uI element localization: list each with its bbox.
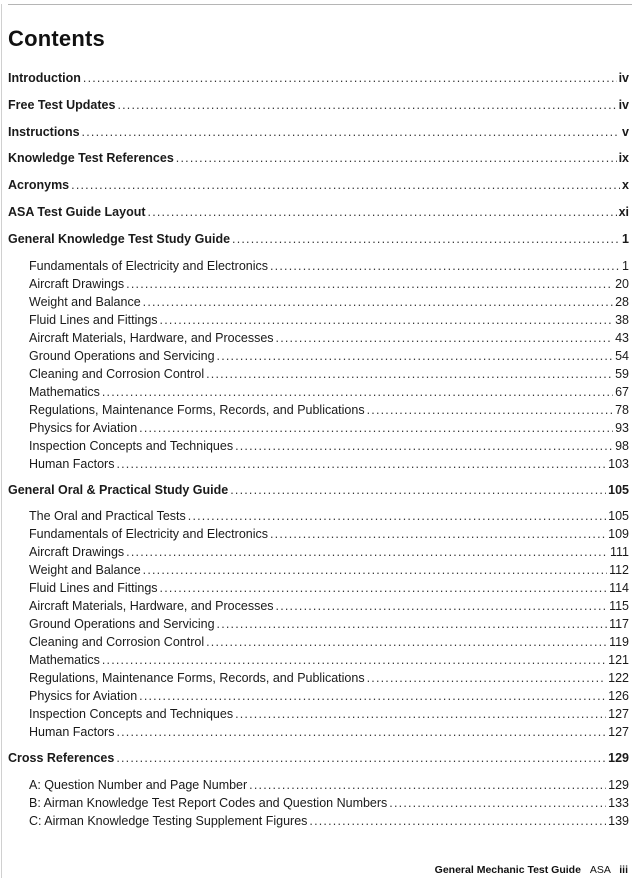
toc-section-entry[interactable] (8, 203, 629, 230)
dot-leader (71, 176, 620, 194)
toc-entry-title: Introduction (8, 71, 81, 85)
dot-leader (82, 123, 621, 141)
toc-entry-page-number: 67 (615, 384, 629, 399)
toc-entry-page-number: 115 (609, 599, 629, 614)
toc-entry-title: Regulations, Maintenance Forms, Records, and Publications (29, 671, 365, 686)
toc-subsection-entry[interactable] (8, 329, 629, 347)
toc-entry-page-number: ix (618, 151, 629, 166)
dot-leader (276, 597, 608, 615)
toc-entry-title: A: Question Number and Page Number (29, 778, 248, 793)
dot-leader (367, 401, 614, 419)
toc-subsection-entry[interactable] (8, 705, 629, 723)
toc-entry-page-number: 111 (609, 545, 629, 560)
toc-entry-title: Fundamentals of Electricity and Electronics (29, 527, 268, 542)
toc-entry-page-number: 54 (615, 348, 629, 363)
toc-entry-title: Mathematics (29, 384, 100, 399)
toc-entry-page-number: 114 (609, 581, 629, 596)
toc-subsection-entry[interactable] (8, 347, 629, 365)
toc-subsection-entry[interactable] (8, 543, 629, 561)
dot-leader (102, 383, 613, 401)
toc-subsection-entry[interactable] (8, 687, 629, 705)
toc-section-entry[interactable] (8, 149, 629, 176)
dot-leader (102, 651, 606, 669)
toc-entry-title: Fluid Lines and Fittings (29, 581, 158, 596)
dot-leader (143, 561, 607, 579)
toc-entry-title: Aircraft Materials, Hardware, and Processes (29, 330, 274, 345)
dot-leader (139, 419, 613, 437)
dot-leader (126, 543, 608, 561)
toc-section-entry[interactable] (8, 69, 629, 96)
toc-entry-page-number: x (622, 178, 629, 193)
toc-subsection-entry[interactable] (8, 293, 629, 311)
footer-book-title: General Mechanic Test Guide (434, 864, 581, 876)
toc-subsection-entry[interactable] (8, 525, 629, 543)
page-footer (435, 864, 628, 876)
dot-leader (367, 669, 607, 687)
dot-leader (116, 455, 606, 473)
dot-leader (160, 311, 614, 329)
toc-entry-title: Weight and Balance (29, 563, 141, 578)
toc-entry-title: Inspection Concepts and Techniques (29, 438, 234, 453)
toc-entry-page-number: 1 (622, 258, 629, 273)
dot-leader (160, 579, 608, 597)
toc-entry-page-number: 20 (615, 276, 629, 291)
toc-subsection-entry[interactable] (8, 723, 629, 741)
toc-subsection-entry[interactable] (8, 651, 629, 669)
toc-entry-title: Free Test Updates (8, 97, 116, 112)
toc-subsection-entry[interactable] (8, 257, 629, 275)
dot-leader (116, 749, 606, 767)
dot-leader (249, 776, 606, 794)
dot-leader (235, 705, 606, 723)
toc-entry-title: Aircraft Materials, Hardware, and Processes (29, 599, 274, 614)
toc-section-entry[interactable] (8, 96, 629, 123)
toc-entry-title: ASA Test Guide Layout (8, 204, 146, 219)
toc-entry-title: Physics for Aviation (29, 420, 138, 435)
toc-entry-page-number: 127 (608, 725, 629, 740)
toc-entry-page-number: 93 (615, 420, 629, 435)
toc-entry-page-number: 59 (615, 366, 629, 381)
dot-leader (276, 329, 614, 347)
toc-entry-title: General Oral & Practical Study Guide (8, 482, 229, 497)
toc-entry-title: Cleaning and Corrosion Control (29, 635, 205, 650)
page-title: Contents (8, 26, 105, 51)
dot-leader (116, 723, 606, 741)
dot-leader (206, 633, 607, 651)
footer-publisher: ASA (589, 864, 611, 876)
top-rule (8, 4, 632, 5)
toc-entry-page-number: 98 (615, 438, 629, 453)
toc-section-entry[interactable] (8, 176, 629, 203)
toc-subsection-entry[interactable] (8, 812, 629, 830)
dot-leader (270, 257, 620, 275)
dot-leader (217, 347, 614, 365)
toc-subsection-entry[interactable] (8, 561, 629, 579)
toc-entry-page-number: 129 (608, 778, 629, 793)
dot-leader (232, 230, 620, 248)
toc-entry-title: Instructions (8, 124, 80, 139)
toc-entry-title: Ground Operations and Servicing (29, 617, 215, 632)
toc-entry-title: Fluid Lines and Fittings (29, 312, 158, 327)
toc-entry-page-number: 129 (608, 751, 629, 766)
toc-subsection-entry[interactable] (8, 776, 629, 794)
toc-entry-title: Inspection Concepts and Techniques (29, 707, 234, 722)
dot-leader (176, 149, 617, 167)
toc-subsection-entry[interactable] (8, 615, 629, 633)
toc-subsection-entry[interactable] (8, 633, 629, 651)
toc-entry-title: Acronyms (8, 178, 70, 193)
toc-entry-title: Mathematics (29, 653, 100, 668)
toc-entry-page-number: 28 (615, 294, 629, 309)
toc-entry-page-number: 105 (608, 482, 629, 497)
dot-leader (126, 275, 613, 293)
toc-entry-title: Human Factors (29, 456, 115, 471)
dot-leader (148, 203, 617, 221)
toc-entry-page-number: iv (618, 97, 629, 112)
toc-entry-title: Aircraft Drawings (29, 545, 125, 560)
toc-entry-page-number: v (622, 124, 629, 139)
toc-entry-title: Aircraft Drawings (29, 276, 125, 291)
table-of-contents (8, 69, 629, 830)
toc-entry-page-number: 122 (608, 671, 629, 686)
toc-entry-page-number: xi (618, 204, 629, 219)
toc-entry-page-number: 117 (609, 617, 629, 632)
dot-leader (143, 293, 613, 311)
toc-subsection-entry[interactable] (8, 507, 629, 525)
toc-entry-title: Cleaning and Corrosion Control (29, 366, 205, 381)
toc-entry-title: Weight and Balance (29, 294, 141, 309)
toc-entry-title: Fundamentals of Electricity and Electronics (29, 258, 268, 273)
toc-entry-page-number: 139 (608, 814, 629, 829)
toc-subsection-entry[interactable] (8, 437, 629, 455)
toc-subsection-entry[interactable] (8, 455, 629, 473)
toc-entry-page-number: 38 (615, 312, 629, 327)
toc-entry-title: General Knowledge Test Study Guide (8, 231, 231, 246)
toc-subsection-entry[interactable] (8, 401, 629, 419)
toc-entry-page-number: 112 (609, 563, 629, 578)
toc-entry-page-number: 126 (608, 689, 629, 704)
toc-subsection-entry[interactable] (8, 419, 629, 437)
toc-entry-page-number: 109 (608, 527, 629, 542)
toc-entry-title: Human Factors (29, 725, 115, 740)
toc-entry-page-number: 78 (615, 402, 629, 417)
toc-subsection-entry[interactable] (8, 365, 629, 383)
toc-entry-title: B: Airman Knowledge Test Report Codes and Question Numbers (29, 796, 388, 811)
dot-leader (309, 812, 606, 830)
toc-section-entry[interactable] (8, 230, 629, 257)
toc-entry-page-number: 119 (609, 635, 629, 650)
toc-entry-title: Cross References (8, 751, 115, 766)
toc-subsection-entry[interactable] (8, 597, 629, 615)
toc-entry-page-number: 105 (608, 509, 629, 524)
toc-entry-title: Knowledge Test References (8, 151, 174, 166)
toc-entry-title: The Oral and Practical Tests (29, 509, 186, 524)
dot-leader (206, 365, 613, 383)
toc-subsection-entry[interactable] (8, 383, 629, 401)
toc-entry-page-number: 121 (608, 653, 629, 668)
dot-leader (83, 69, 617, 87)
dot-leader (117, 96, 616, 114)
toc-entry-page-number: 43 (615, 330, 629, 345)
toc-subsection-entry[interactable] (8, 579, 629, 597)
toc-subsection-entry[interactable] (8, 275, 629, 293)
toc-entry-page-number: 133 (608, 796, 629, 811)
toc-subsection-entry[interactable] (8, 669, 629, 687)
dot-leader (217, 615, 608, 633)
toc-entry-title: Ground Operations and Servicing (29, 348, 215, 363)
dot-leader (389, 794, 606, 812)
toc-entry-page-number: 103 (608, 456, 629, 471)
dot-leader (188, 507, 606, 525)
toc-subsection-entry[interactable] (8, 311, 629, 329)
footer-page-number: iii (619, 864, 628, 876)
toc-entry-page-number: 127 (608, 707, 629, 722)
toc-section-entry[interactable] (8, 481, 629, 508)
toc-entry-page-number: 1 (622, 231, 629, 246)
toc-entry-title: Regulations, Maintenance Forms, Records, and Publications (29, 402, 365, 417)
toc-entry-title: C: Airman Knowledge Testing Supplement Figures (29, 814, 308, 829)
dot-leader (235, 437, 613, 455)
dot-leader (230, 481, 606, 499)
dot-leader (270, 525, 606, 543)
toc-section-entry[interactable] (8, 123, 629, 150)
toc-entry-title: Physics for Aviation (29, 689, 138, 704)
toc-subsection-entry[interactable] (8, 794, 629, 812)
dot-leader (139, 687, 606, 705)
toc-section-entry[interactable] (8, 749, 629, 776)
toc-entry-page-number: iv (618, 71, 629, 85)
page-edge-rule (1, 4, 2, 878)
